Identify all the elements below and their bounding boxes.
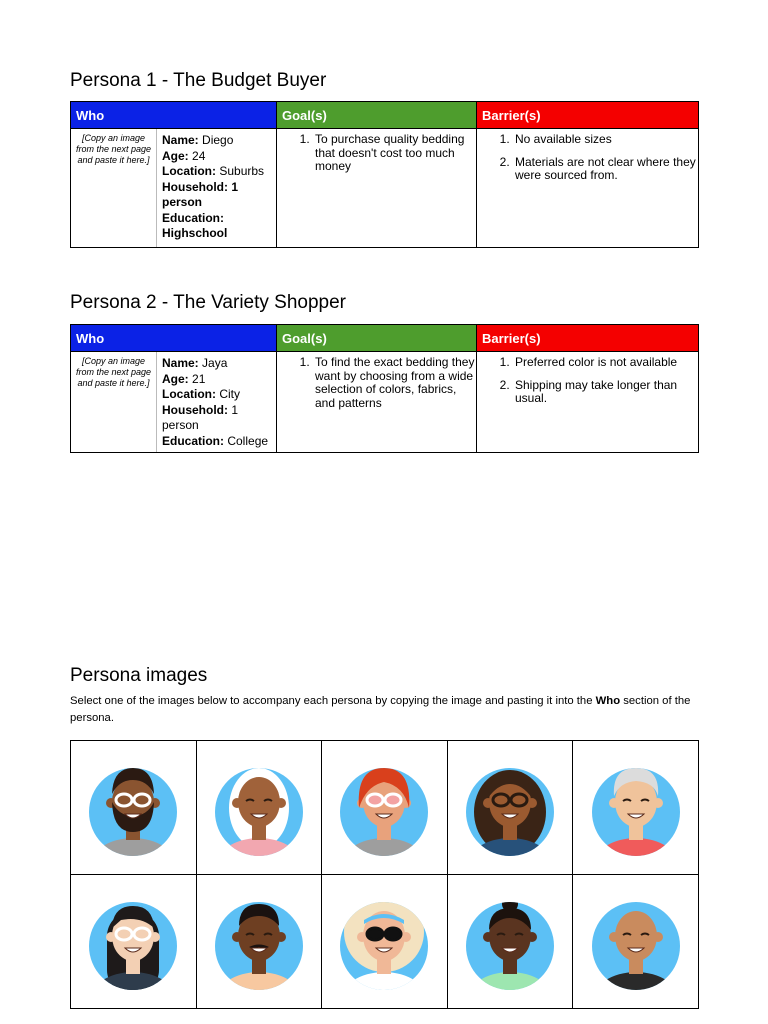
goals-list: [277, 356, 476, 410]
avatar-cell[interactable]: [573, 875, 699, 1009]
avatar-cell[interactable]: [71, 741, 197, 875]
avatar-grid: [70, 740, 699, 1009]
barriers-header: Barrier(s): [477, 325, 699, 352]
instructions-bold-who: Who: [595, 695, 621, 707]
barriers-list: [477, 133, 698, 183]
image-placeholder-note[interactable]: [Copy an image from the next page and paste it here.]: [71, 352, 157, 452]
name-value: Jaya: [202, 356, 228, 370]
household-value: 1 person: [162, 179, 239, 209]
age-label: Age:: [162, 371, 189, 386]
woman-hijab-avatar-icon[interactable]: [207, 756, 311, 860]
avatar-cell[interactable]: [71, 875, 197, 1009]
name-label: Name:: [162, 133, 199, 147]
persona-details: [162, 129, 276, 242]
bald-man-avatar-icon[interactable]: [584, 890, 688, 994]
education-value: College: [227, 433, 269, 448]
image-placeholder-note[interactable]: [Copy an image from the next page and paste it here.]: [71, 129, 157, 247]
household-value: 1 person: [162, 402, 239, 432]
avatar-cell[interactable]: [447, 741, 573, 875]
persona1-table: [70, 101, 699, 248]
education-value: Highschool: [162, 226, 228, 240]
avatar-cell[interactable]: [196, 875, 322, 1009]
curly-hair-woman-glasses-avatar-icon[interactable]: [458, 756, 562, 860]
barriers-cell: [477, 352, 699, 453]
instructions-text: Select one of the images below to accompany each persona by copying the image and pasting it into the: [70, 695, 596, 707]
persona-images-title: Persona images: [70, 665, 208, 686]
who-header: Who: [71, 325, 277, 352]
who-cell: [71, 129, 277, 248]
persona1-title: Persona 1 - The Budget Buyer: [70, 70, 327, 91]
who-cell: [71, 352, 277, 453]
persona-images-instructions: [70, 693, 710, 726]
name-value: Diego: [202, 133, 234, 147]
avatar-cell[interactable]: [322, 741, 448, 875]
instructions-text-end: section of the persona.: [70, 695, 691, 724]
age-value: 24: [192, 148, 206, 163]
goals-header: Goal(s): [277, 102, 477, 129]
barriers-header: Barrier(s): [477, 102, 699, 129]
blonde-afro-woman-sunglasses-avatar-icon[interactable]: [332, 890, 436, 994]
age-label: Age:: [162, 148, 189, 163]
education-label: Education:: [162, 433, 224, 448]
avatar-cell[interactable]: [447, 875, 573, 1009]
persona2-title: Persona 2 - The Variety Shopper: [70, 292, 347, 313]
barrier-item: 1. Preferred color is not available: [513, 356, 698, 370]
bearded-man-sunglasses-avatar-icon[interactable]: [81, 756, 185, 860]
persona-details: [162, 352, 276, 449]
location-value: Suburbs: [219, 164, 265, 178]
age-value: 21: [192, 371, 206, 386]
household-label: Household:: [162, 179, 228, 194]
household-label: Household:: [162, 402, 228, 417]
redhead-woman-sunglasses-avatar-icon[interactable]: [332, 756, 436, 860]
location-label: Location:: [162, 387, 216, 401]
goal-item: 1. To find the exact bedding they want by choosing from a wide selection of colors, fabrics, and patterns: [313, 356, 476, 410]
grey-hair-man-avatar-icon[interactable]: [584, 756, 688, 860]
avatar-cell[interactable]: [196, 741, 322, 875]
goal-item: 1. To purchase quality bedding that doesn't cost too much money: [313, 133, 476, 174]
long-hair-woman-glasses-avatar-icon[interactable]: [81, 890, 185, 994]
location-value: City: [219, 387, 241, 401]
avatar-cell[interactable]: [573, 741, 699, 875]
education-label: Education:: [162, 210, 224, 225]
barrier-item: 2. Shipping may take longer than usual.: [513, 379, 698, 406]
barriers-cell: [477, 129, 699, 248]
mustache-man-avatar-icon[interactable]: [207, 890, 311, 994]
goals-cell: [277, 352, 477, 453]
avatar-cell[interactable]: [322, 875, 448, 1009]
goals-cell: [277, 129, 477, 248]
persona2-table: [70, 324, 699, 453]
name-label: Name:: [162, 356, 199, 370]
bun-hair-woman-avatar-icon[interactable]: [458, 890, 562, 994]
location-label: Location:: [162, 164, 216, 178]
who-header: Who: [71, 102, 277, 129]
goals-header: Goal(s): [277, 325, 477, 352]
goals-list: [277, 133, 476, 174]
barrier-item: 1. No available sizes: [513, 133, 698, 147]
barrier-item: 2. Materials are not clear where they were sourced from.: [513, 156, 698, 183]
barriers-list: [477, 356, 698, 406]
